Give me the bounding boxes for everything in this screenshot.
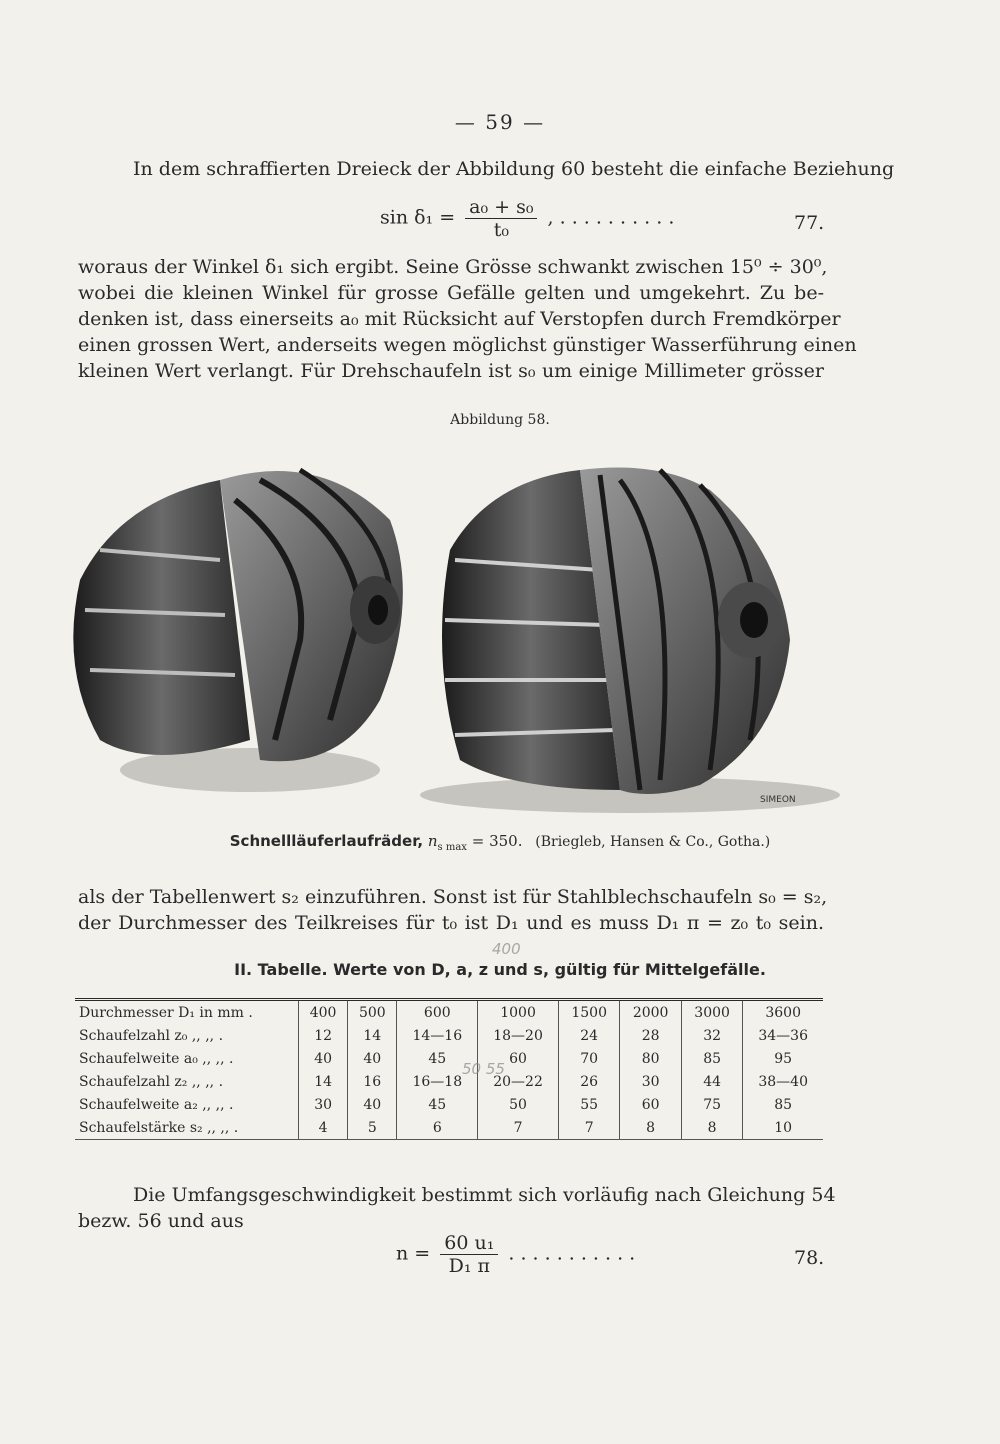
table-cell: 14	[348, 1024, 397, 1047]
table-cell: 30	[620, 1070, 681, 1093]
intro-line: In dem schraffierten Dreieck der Abbildung 60 besteht die einfache Beziehung	[133, 158, 895, 180]
page-number: — 59 —	[454, 110, 546, 134]
table-cell: 400	[299, 1000, 348, 1025]
figure-caption-formula: n	[427, 832, 438, 850]
paragraph1-line2: wobei die kleinen Winkel für grosse Gefälle gelten und umgekehrt. Zu be-	[78, 282, 824, 304]
table-cell: 30	[299, 1093, 348, 1116]
formula-78-lhs: n =	[396, 1242, 431, 1265]
table-cell: 40	[299, 1047, 348, 1070]
paragraph3-line1: Die Umfangsgeschwindigkeit bestimmt sich vorläufig nach Gleichung 54	[133, 1184, 836, 1206]
formula-77-lhs: sin δ₁ =	[380, 206, 456, 229]
figure-caption-value: = 350.	[471, 832, 523, 850]
table-cell: 40	[348, 1093, 397, 1116]
table-cell: 500	[348, 1000, 397, 1025]
table-cell: 10	[743, 1116, 823, 1140]
formula-77-dots: , . . . . . . . . . .	[547, 206, 675, 229]
table-cell: 38—40	[743, 1070, 823, 1093]
formula-78	[396, 1232, 635, 1277]
table-cell: 24	[558, 1024, 619, 1047]
equation-number-77: 77.	[794, 212, 825, 234]
paragraph1-line3: denken ist, dass einerseits a₀ mit Rücksicht auf Verstopfen durch Fremdkörper	[78, 308, 841, 330]
table-cell: 26	[558, 1070, 619, 1093]
left-hub-bore	[368, 595, 388, 625]
table-cell: 600	[397, 1000, 478, 1025]
row-label: Durchmesser D₁ in mm .	[79, 1004, 253, 1021]
table-cell: 85	[681, 1047, 742, 1070]
table-row	[75, 1000, 823, 1025]
table-cell: 18—20	[478, 1024, 559, 1047]
table-cell: 32	[681, 1024, 742, 1047]
formula-78-numerator: 60 u₁	[440, 1232, 498, 1255]
table-cell: 6	[397, 1116, 478, 1140]
figure-label: Abbildung 58.	[450, 412, 550, 428]
table-cell: 7	[478, 1116, 559, 1140]
table-cell: 20—22	[478, 1070, 559, 1093]
row-label: Schaufelstärke s₂ ,, ,, .	[75, 1116, 299, 1140]
table-cell: 85	[743, 1093, 823, 1116]
engraver-signature: SIMEON	[760, 795, 796, 805]
paragraph1-line5: kleinen Wert verlangt. Für Drehschaufeln ist s₀ um einige Millimeter grösser	[78, 360, 824, 382]
table-cell: 1500	[558, 1000, 619, 1025]
paragraph2-line2: der Durchmesser des Teilkreises für t₀ ist D₁ und es muss D₁ π = z₀ t₀ sein.	[78, 912, 824, 934]
table-cell: 1000	[478, 1000, 559, 1025]
row-label: Schaufelweite a₀ ,, ,, .	[79, 1050, 234, 1067]
table-cell: 28	[620, 1024, 681, 1047]
table-cell: 95	[743, 1047, 823, 1070]
table-cell: 8	[620, 1116, 681, 1140]
table-cell: 5	[348, 1116, 397, 1140]
table-cell: 2000	[620, 1000, 681, 1025]
figure-caption-source: (Briegleb, Hansen & Co., Gotha.)	[535, 834, 771, 850]
table-cell: 75	[681, 1093, 742, 1116]
table-row	[75, 1047, 823, 1070]
figure-caption	[0, 832, 1000, 853]
table-cell: 3000	[681, 1000, 742, 1025]
formula-77	[380, 196, 674, 241]
table-row	[75, 1070, 823, 1093]
equation-number-78: 78.	[794, 1247, 825, 1269]
formula-78-fraction	[440, 1232, 498, 1277]
table-cell: 34—36	[743, 1024, 823, 1047]
turbine-runners-illustration	[60, 440, 860, 835]
table-cell: 14—16	[397, 1024, 478, 1047]
row-label: Schaufelzahl z₂ ,, ,, .	[79, 1073, 224, 1090]
table-cell: 40	[348, 1047, 397, 1070]
right-hub-bore	[740, 602, 768, 638]
table-cell: 60	[478, 1047, 559, 1070]
table-title: II. Tabelle. Werte von D, a, z und s, gültig für Mittelgefälle.	[234, 960, 766, 979]
formula-77-denominator: t₀	[493, 219, 509, 241]
table-cell: 60	[620, 1093, 681, 1116]
paragraph1-line4: einen grossen Wert, anderseits wegen möglichst günstiger Wasserführung einen	[78, 334, 857, 356]
paragraph1-line1: woraus der Winkel δ₁ sich ergibt. Seine Grösse schwankt zwischen 15⁰ ÷ 30⁰,	[78, 256, 828, 278]
table-cell: 8	[681, 1116, 742, 1140]
table-cell: 44	[681, 1070, 742, 1093]
table-cell: 3600	[743, 1000, 823, 1025]
table-cell: 7	[558, 1116, 619, 1140]
table-cell: 45	[397, 1047, 478, 1070]
figure-caption-title: Schnellläuferlaufräder,	[229, 832, 424, 850]
figure-caption-subscript: s max	[437, 842, 467, 853]
values-table	[75, 998, 823, 1140]
table-cell: 4	[299, 1116, 348, 1140]
table-cell: 80	[620, 1047, 681, 1070]
handwritten-note-400: 400	[492, 940, 521, 958]
table-row	[75, 1093, 823, 1116]
formula-77-numerator: a₀ + s₀	[465, 196, 537, 219]
left-runner-drum	[73, 480, 250, 755]
table-cell: 70	[558, 1047, 619, 1070]
table-row	[75, 1116, 823, 1140]
paragraph2-line1: als der Tabellenwert s₂ einzuführen. Sonst ist für Stahlblechschaufeln s₀ = s₂,	[78, 886, 828, 908]
table-cell: 45	[397, 1093, 478, 1116]
handwritten-note-row3: 50 55	[462, 1060, 505, 1078]
table-cell: 55	[558, 1093, 619, 1116]
table-cell: 16	[348, 1070, 397, 1093]
row-label: Schaufelweite a₂ ,, ,, .	[79, 1096, 234, 1113]
paragraph3-line2: bezw. 56 und aus	[78, 1210, 244, 1232]
table-row	[75, 1024, 823, 1047]
formula-78-dots: . . . . . . . . . . .	[508, 1242, 636, 1265]
table-cell: 16—18	[397, 1070, 478, 1093]
row-label: Schaufelzahl z₀ ,, ,, .	[79, 1027, 224, 1044]
table-cell: 14	[299, 1070, 348, 1093]
formula-77-fraction	[465, 196, 537, 241]
formula-78-denominator: D₁ π	[448, 1255, 490, 1277]
table-cell: 12	[299, 1024, 348, 1047]
table-cell: 50	[478, 1093, 559, 1116]
